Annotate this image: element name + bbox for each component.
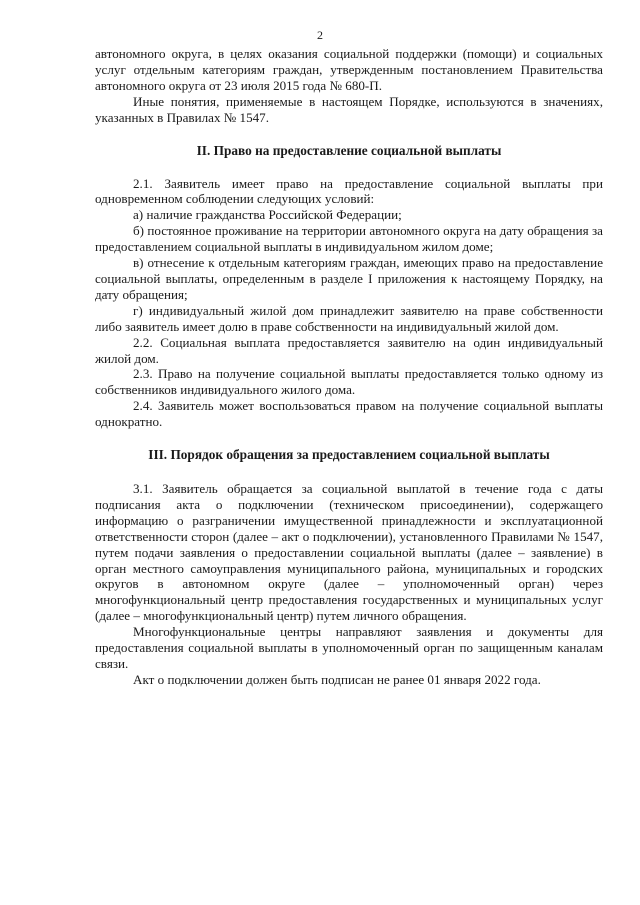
clause-2-1-v: в) отнесение к отдельным категориям граждан, имеющих право на предоставление социальной выплаты, определенным в разделе I приложения к настоящему Порядку, на дату обращения; [95, 255, 603, 302]
page-number: 2 [317, 28, 323, 42]
clause-2-1-g: г) индивидуальный жилой дом принадлежит заявителю на праве собственности либо заявитель имеет долю в праве собственности на индивидуальный жилой дом. [95, 302, 603, 334]
clause-2-1-b: б) постоянное проживание на территории автономного округа на дату обращения за предоставлением социальной выплаты в индивидуальном жилом доме; [95, 223, 603, 255]
clause-2-1: 2.1. Заявитель имеет право на предоставление социальной выплаты при одновременном соблюдении следующих условий: [95, 175, 603, 207]
document-body [95, 46, 603, 688]
section-3-heading: III. Порядок обращения за предоставлением социальной выплаты [148, 447, 550, 463]
clause-2-2: 2.2. Социальная выплата предоставляется заявителю на один индивидуальный жилой дом. [95, 334, 603, 366]
intro-paragraph-terms: Иные понятия, применяемые в настоящем Порядке, используются в значениях, указанных в Правилах № 1547. [95, 93, 603, 125]
clause-3-1: 3.1. Заявитель обращается за социальной выплатой в течение года с даты подписания акта о подключении (техническом присоединении), содержащего информацию о разграничении имущественной принадлежности и эксплуатационной ответственности сторон (далее – акт о подключении), установленного Правилами № 1547, путем подачи заявления о предоставлении социальной выплаты (далее – заявление) в орган местного самоуправления муниципального района, муниципальных и городских округов в автономном округе (далее – уполномоченный орган) через многофункциональный центр предоставления государственных и муниципальных услуг (далее – многофункциональный центр) путем личного обращения. [95, 481, 603, 624]
clause-2-3: 2.3. Право на получение социальной выплаты предоставляется только одному из собственников индивидуального жилого дома. [95, 366, 603, 398]
intro-paragraph-continued: автономного округа, в целях оказания социальной поддержки (помощи) и социальных услуг отдельным категориям граждан, утвержденным постановлением Правительства автономного округа от 23 июля 2015 года № 680-П. [95, 46, 603, 93]
clause-2-4: 2.4. Заявитель может воспользоваться правом на получение социальной выплаты однократно. [95, 398, 603, 430]
clause-3-1-mfc: Многофункциональные центры направляют заявления и документы для предоставления социальной выплаты в уполномоченный орган по защищенным каналам связи. [95, 624, 603, 671]
clause-3-1-act-date: Акт о подключении должен быть подписан не ранее 01 января 2022 года. [133, 671, 541, 687]
section-2-heading: II. Право на предоставление социальной выплаты [196, 142, 502, 158]
clause-2-1-a: а) наличие гражданства Российской Федерации; [133, 207, 402, 223]
